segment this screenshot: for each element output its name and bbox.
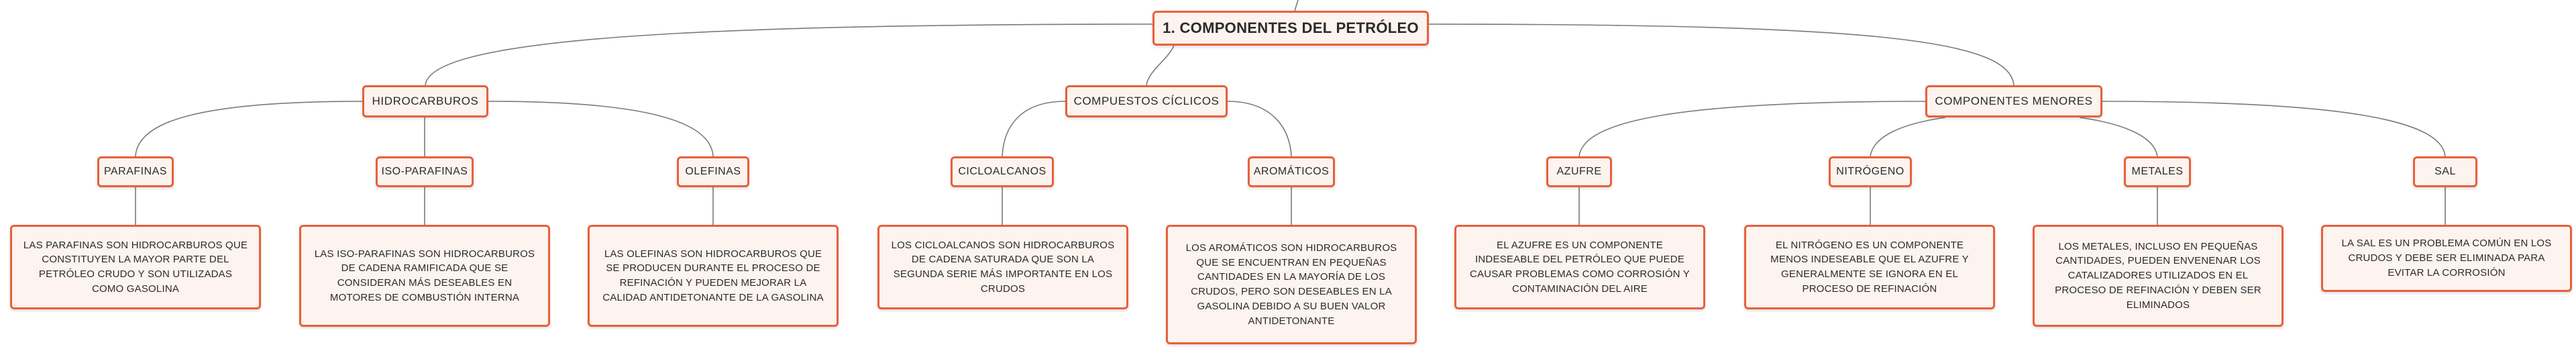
edge-root-ciclicos <box>1146 46 1174 85</box>
node-azufre[interactable]: AZUFRE <box>1546 156 1612 187</box>
edge-hidrocarburos-olefinas <box>488 101 713 156</box>
node-parafinas[interactable]: PARAFINAS <box>97 156 174 187</box>
node-olefinas[interactable]: OLEFINAS <box>677 156 749 187</box>
edge-ciclicos-cicloalcanos <box>1002 101 1065 156</box>
edge-menores-metales <box>2080 117 2157 156</box>
edge-menores-nitrogeno <box>1870 117 1945 156</box>
desc-parafinas: LAS PARAFINAS SON HIDROCARBUROS QUE CONSTITUYEN LA MAYOR PARTE DEL PETRÓLEO CRUDO Y SON UTILIZADAS COMO GASOLINA <box>10 225 261 309</box>
desc-iso-parafinas: LAS ISO-PARAFINAS SON HIDROCARBUROS DE CADENA RAMIFICADA QUE SE CONSIDERAN MÁS DESEABLES EN MOTORES DE COMBUSTIÓN INTERNA <box>299 225 550 327</box>
root-node[interactable]: 1. COMPONENTES DEL PETRÓLEO <box>1152 11 1429 46</box>
desc-nitrogeno: EL NITRÓGENO ES UN COMPONENTE MENOS INDESEABLE QUE EL AZUFRE Y GENERALMENTE SE IGNORA EN EL PROCESO DE REFINACIÓN <box>1744 225 1995 309</box>
edge-ciclicos-aromaticos <box>1228 101 1291 156</box>
desc-aromaticos: LOS AROMÁTICOS SON HIDROCARBUROS QUE SE ENCUENTRAN EN PEQUEÑAS CANTIDADES EN LA MAYORÍA DE LOS CRUDOS, PERO SON DESEABLES EN LA GASOLINA DEBIDO A SU BUEN VALOR ANTIDETONANTE <box>1166 225 1417 344</box>
edge-root-top <box>1295 0 1298 11</box>
desc-sal: LA SAL ES UN PROBLEMA COMÚN EN LOS CRUDOS Y DEBE SER ELIMINADA PARA EVITAR LA CORROSIÓN <box>2321 225 2572 292</box>
node-sal[interactable]: SAL <box>2413 156 2477 187</box>
desc-metales: LOS METALES, INCLUSO EN PEQUEÑAS CANTIDADES, PUEDEN ENVENENAR LOS CATALIZADORES UTILIZADOS EN EL PROCESO DE REFINACIÓN Y DEBEN SER ELIMINADOS <box>2033 225 2284 327</box>
category-componentes-menores[interactable]: COMPONENTES MENORES <box>1925 85 2102 117</box>
edge-root-hidrocarburos <box>425 24 1152 85</box>
desc-cicloalcanos: LOS CICLOALCANOS SON HIDROCARBUROS DE CADENA SATURADA QUE SON LA SEGUNDA SERIE MÁS IMPORTANTE EN LOS CRUDOS <box>877 225 1128 309</box>
node-iso-parafinas[interactable]: ISO-PARAFINAS <box>376 156 474 187</box>
node-nitrogeno[interactable]: NITRÓGENO <box>1829 156 1912 187</box>
category-hidrocarburos[interactable]: HIDROCARBUROS <box>362 85 488 117</box>
node-cicloalcanos[interactable]: CICLOALCANOS <box>951 156 1054 187</box>
desc-azufre: EL AZUFRE ES UN COMPONENTE INDESEABLE DEL PETRÓLEO QUE PUEDE CAUSAR PROBLEMAS COMO CORROSIÓN Y CONTAMINACIÓN DEL AIRE <box>1454 225 1705 309</box>
edge-hidrocarburos-parafinas <box>136 101 362 156</box>
node-metales[interactable]: METALES <box>2124 156 2191 187</box>
desc-olefinas: LAS OLEFINAS SON HIDROCARBUROS QUE SE PRODUCEN DURANTE EL PROCESO DE REFINACIÓN Y PUEDEN MEJORAR LA CALIDAD ANTIDETONANTE DE LA GASOLINA <box>588 225 839 327</box>
category-compuestos-ciclicos[interactable]: COMPUESTOS CÍCLICOS <box>1065 85 1228 117</box>
node-aromaticos[interactable]: AROMÁTICOS <box>1248 156 1335 187</box>
edge-root-menores <box>1429 24 2014 85</box>
